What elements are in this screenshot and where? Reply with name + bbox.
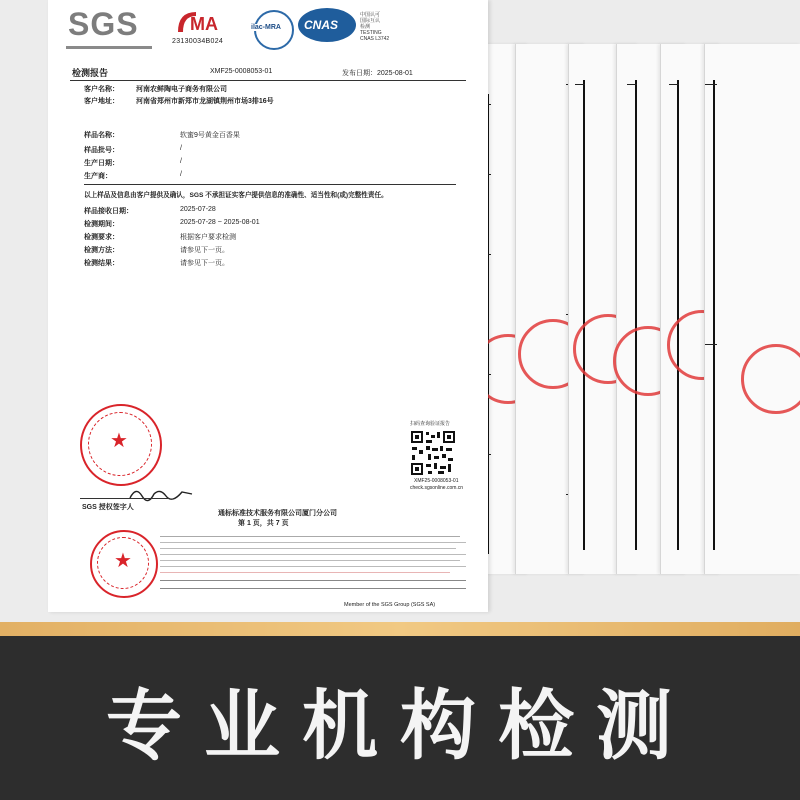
divider <box>70 80 466 81</box>
member-line: Member of the SGS Group (SGS SA) <box>344 602 436 608</box>
client-value: 河南农鲜陶电子商务有限公司 <box>136 86 227 93</box>
test-requirement-value: 根据客户要求检测 <box>180 234 236 241</box>
disclaimer: 以上样品及信息由客户提供及确认，SGS 不承担证实客户提供信息的准确性、适当性和(或)完整性责任。 <box>84 192 388 199</box>
test-result-value: 请参见下一页。 <box>180 260 229 267</box>
receipt-date-value: 2025-07-28 <box>180 206 216 213</box>
gold-divider-strip <box>0 622 800 636</box>
cnas-text: CNAS <box>304 18 339 32</box>
test-method-value: 请参见下一页。 <box>180 247 229 254</box>
report-title: 检测报告 <box>72 68 109 78</box>
signature-line <box>80 498 170 499</box>
svg-text:MA: MA <box>190 14 218 34</box>
qr-report-number: XMF25-0008053-01 <box>414 478 459 484</box>
page-info: 第 1 页，共 7 页 <box>238 520 289 527</box>
address-label: 客户地址： <box>84 98 119 105</box>
test-result-label: 检测结果： <box>84 260 119 267</box>
cnas-subtext: 中国认可 国际互认 检测 TESTING CNAS L3742 <box>360 12 390 42</box>
signatory-label: SGS 授权签字人 <box>82 504 134 511</box>
test-period-label: 检测期间： <box>84 221 119 228</box>
headline-text: 专业机构检测 <box>106 681 694 770</box>
qr-code-icon <box>410 430 456 476</box>
batch-label: 样品批号： <box>84 147 119 154</box>
fine-print-block <box>160 534 470 596</box>
manufacturer-value: / <box>180 171 182 178</box>
report-number: XMF25-0008053-01 <box>210 68 273 75</box>
divider <box>84 184 456 185</box>
issue-date: 发布日期：2025-08-01 <box>342 70 413 77</box>
sgs-logo-underline <box>66 46 152 49</box>
test-requirement-label: 检测要求： <box>84 234 119 241</box>
test-method-label: 检测方法： <box>84 247 119 254</box>
sample-name-value: 软蜜9号黄金百香果 <box>180 132 240 139</box>
production-date-value: / <box>180 158 182 165</box>
cma-code: 23130034B024 <box>172 38 224 45</box>
sample-name-label: 样品名称： <box>84 132 119 139</box>
cma-logo-icon <box>174 8 232 36</box>
company-footer: 通标标准技术服务有限公司厦门分公司 <box>218 510 337 517</box>
manufacturer-label: 生产商： <box>84 173 112 180</box>
sgs-logo: SGS <box>68 6 139 42</box>
test-report-page <box>48 0 488 612</box>
inspection-seal-icon: ★ <box>80 404 162 486</box>
qr-caption-top: 扫码查询验证报告 <box>410 421 451 427</box>
batch-value: / <box>180 145 182 152</box>
company-seal-icon: ★ <box>90 530 158 598</box>
test-period-value: 2025-07-28 ~ 2025-08-01 <box>180 219 260 226</box>
qr-url: check.sgsonline.com.cn <box>410 485 464 491</box>
production-date-label: 生产日期： <box>84 160 119 167</box>
receipt-date-label: 样品接收日期： <box>84 208 133 215</box>
ilac-mra-text: ilac-MRA <box>251 24 281 31</box>
signature-icon <box>126 484 196 504</box>
client-label: 客户名称： <box>84 86 119 93</box>
stacked-page-6 <box>704 44 800 574</box>
address-value: 河南省郑州市新郑市龙湖镇荆州市场3排16号 <box>136 98 274 105</box>
